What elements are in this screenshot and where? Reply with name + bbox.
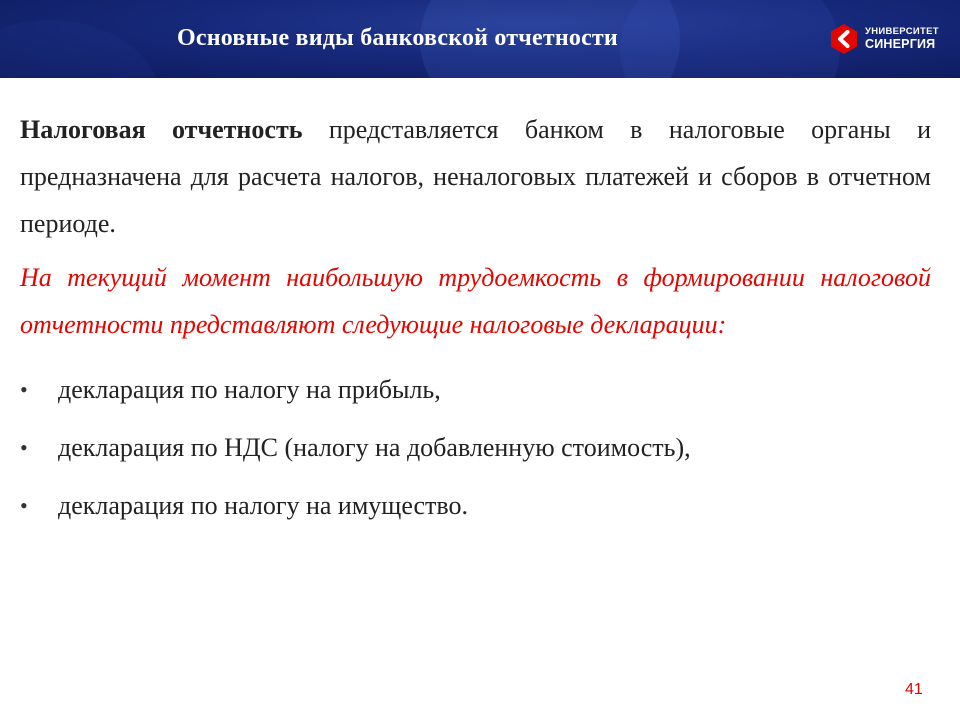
highlight-paragraph: На текущий момент наибольшую трудоемкость в формировании налоговой отчетности представляют следующие налоговые декларации: <box>20 263 931 339</box>
list-item <box>20 361 931 419</box>
bullet-icon: • <box>20 435 28 460</box>
synergy-logo-icon <box>828 23 860 55</box>
list-item <box>20 419 931 477</box>
list-item-text: декларация по налогу на имущество. <box>58 491 469 520</box>
logo-text-line1: УНИВЕРСИТЕТ <box>865 26 939 37</box>
slide-header <box>0 0 960 78</box>
tax-reporting-definition: представляется банком в налоговые органы и предназначена для расчета налогов, неналоговых платежей и сборов в отчетном периоде. <box>20 115 931 238</box>
list-item-text: декларация по НДС (налогу на добавленную стоимость), <box>58 433 691 462</box>
list-item-text: декларация по налогу на прибыль, <box>58 375 441 404</box>
header-decoration <box>0 20 160 78</box>
logo-text-line2: СИНЕРГИЯ <box>865 37 936 51</box>
bullet-icon: • <box>20 493 28 518</box>
declarations-list <box>20 361 931 535</box>
page-number: 41 <box>905 681 923 698</box>
synergy-logo <box>828 23 940 55</box>
header-decoration <box>620 0 840 78</box>
tax-reporting-term: Налоговая отчетность <box>20 115 303 144</box>
bullet-icon: • <box>20 377 28 402</box>
slide-content <box>20 106 931 535</box>
list-item <box>20 477 931 535</box>
tax-reporting-paragraph <box>20 106 931 247</box>
slide-title: Основные виды банковской отчетности <box>177 25 618 51</box>
